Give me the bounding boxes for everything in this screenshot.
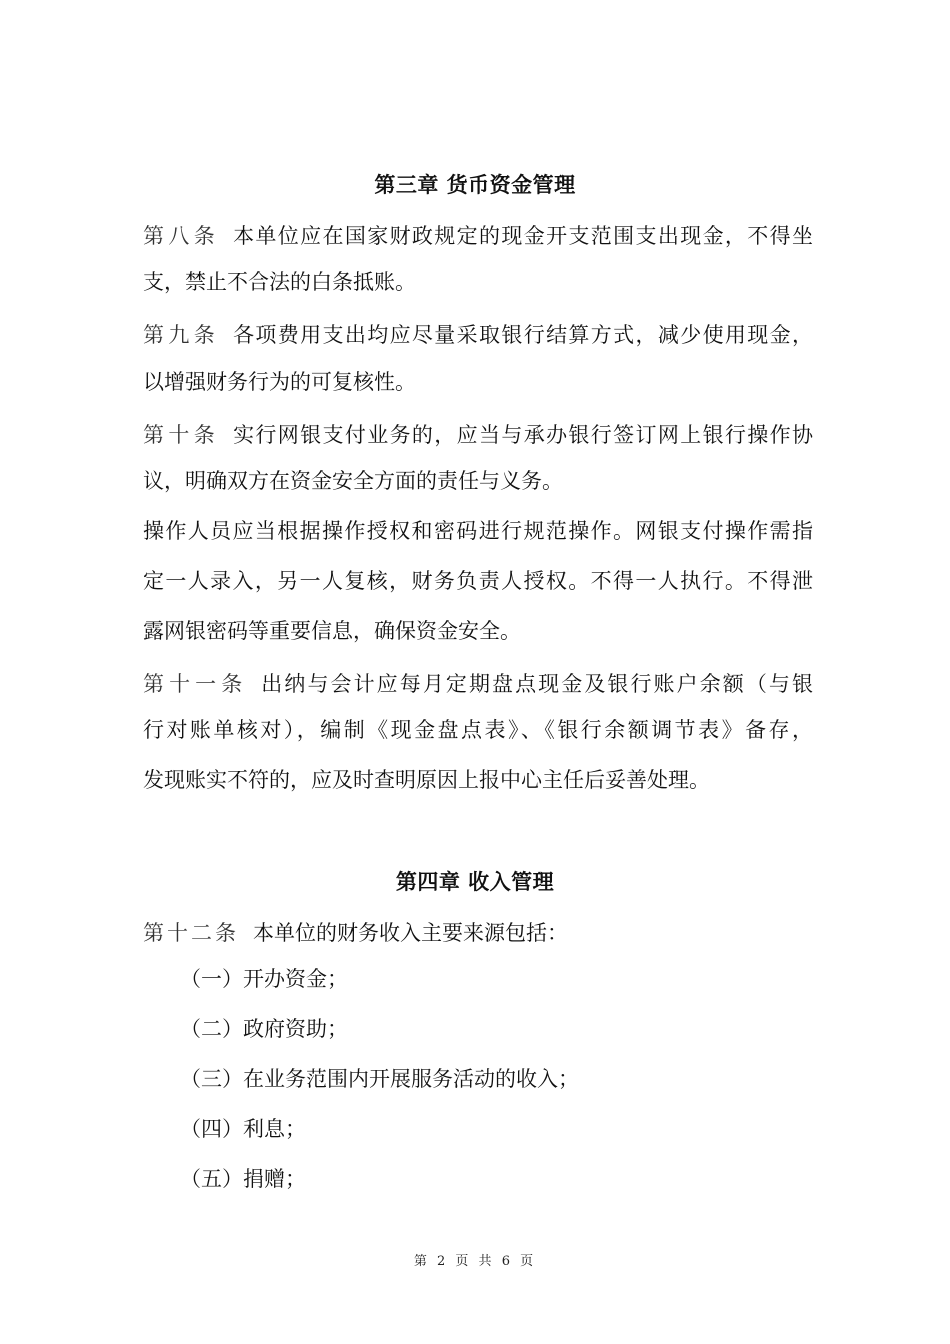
article-10-line-1: [143, 420, 813, 450]
page-footer: 第 2 页 共 6 页: [413, 1254, 537, 1269]
article-11-line-1: [143, 669, 813, 699]
paragraph-line-2: 定一人录入，另一人复核，财务负责人授权。不得一人执行。不得泄: [143, 569, 813, 593]
article-10-line-2: 议，明确双方在资金安全方面的责任与义务。: [143, 469, 563, 493]
article-9-line-1: [143, 320, 813, 350]
article-8-line-1: [143, 221, 813, 251]
article-10-text-1: 实行网银支付业务的，应当与承办银行签订网上银行操作协: [233, 423, 814, 447]
article-11-text-1: 出纳与会计应每月定期盘点现金及银行账户余额（与银: [261, 672, 813, 696]
article-11-label: 第十一条: [143, 672, 248, 696]
article-12-line: [143, 918, 813, 948]
article-9-text-1: 各项费用支出均应尽量采取银行结算方式，减少使用现金，: [233, 323, 814, 347]
article-11-line-3: 发现账实不符的，应及时查明原因上报中心主任后妥善处理。: [143, 768, 710, 792]
chapter-3-title: 第三章 货币资金管理: [374, 173, 576, 197]
article-8-line-2: 支，禁止不合法的白条抵账。: [143, 270, 416, 294]
paragraph-line-1: 操作人员应当根据操作授权和密码进行规范操作。网银支付操作需指: [143, 519, 813, 543]
article-8-label: 第八条: [143, 224, 220, 248]
income-item: （一）开办资金；: [180, 967, 348, 991]
article-8-text-1: 本单位应在国家财政规定的现金开支范围支出现金，不得坐: [233, 224, 814, 248]
article-9-label: 第九条: [143, 323, 220, 347]
paragraph-line-3: 露网银密码等重要信息，确保资金安全。: [143, 619, 521, 643]
income-item: （五）捐赠；: [180, 1167, 306, 1191]
article-10-label: 第十条: [143, 423, 220, 447]
income-item: （三）在业务范围内开展服务活动的收入；: [180, 1067, 579, 1091]
income-item: （二）政府资助；: [180, 1017, 348, 1041]
chapter-4-title: 第四章 收入管理: [395, 870, 555, 894]
article-12-text: 本单位的财务收入主要来源包括：: [253, 921, 568, 945]
income-item: （四）利息；: [180, 1117, 306, 1141]
article-9-line-2: 以增强财务行为的可复核性。: [143, 370, 416, 394]
article-11-line-2: 行对账单核对），编制《现金盘点表》、《银行余额调节表》备存，: [143, 718, 813, 742]
article-12-label: 第十二条: [143, 921, 239, 945]
